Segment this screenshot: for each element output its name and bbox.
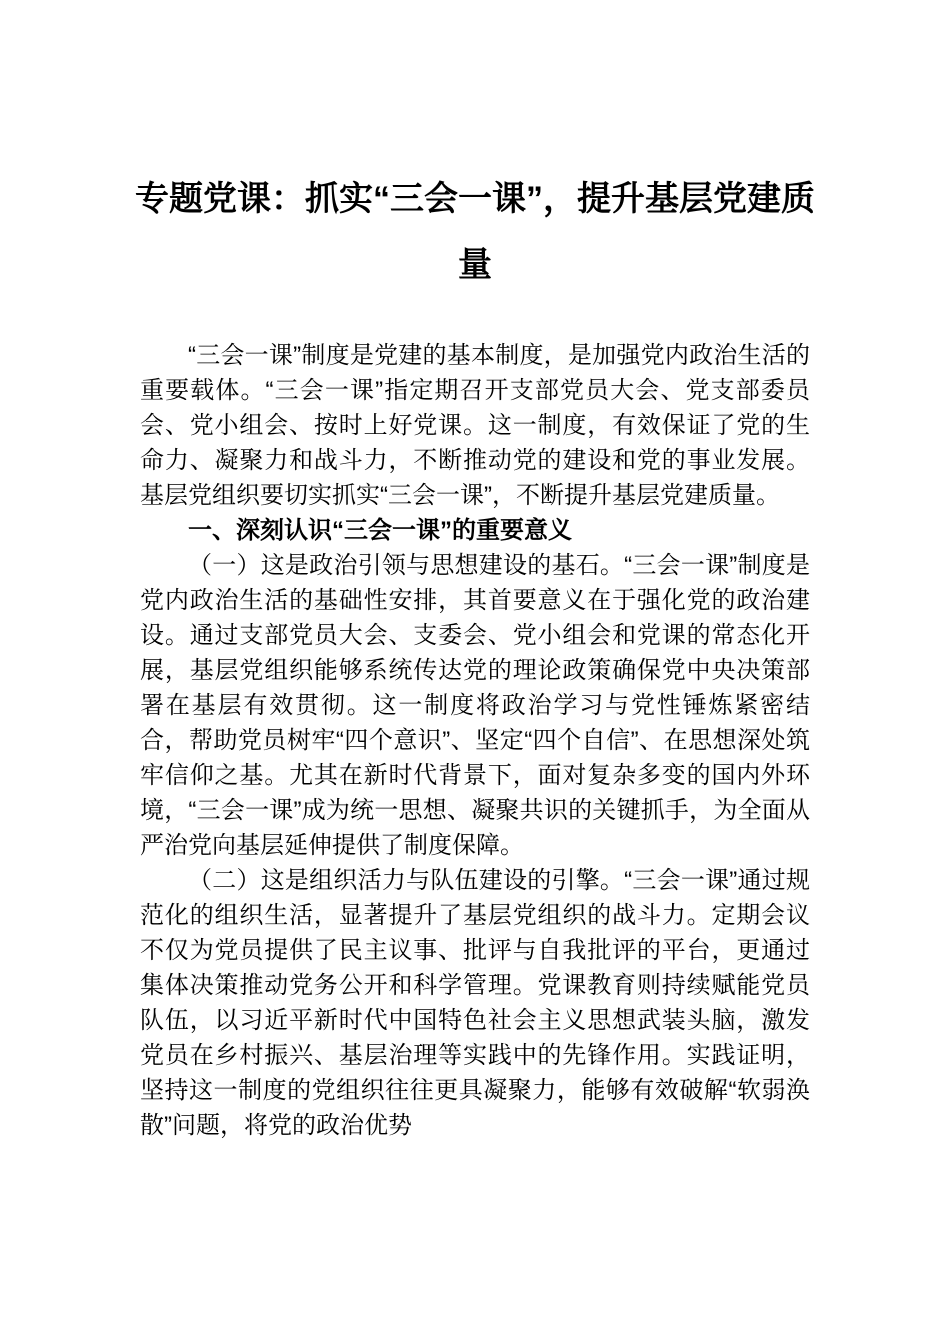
body-paragraph: （二）这是组织活力与队伍建设的引擎。“三会一课”通过规范化的组织生活，显著提升了基层党组织的战斗力。定期会议不仅为党员提供了民主议事、批评与自我批评的平台，更通过集体决策推动党务公开和科学管理。党课教育则持续赋能党员队伍，以习近平新时代中国特色社会主义思想武装头脑，激发党员在乡村振兴、基层治理等实践中的先锋作用。实践证明，坚持这一制度的党组织往往更具凝聚力，能够有效破解“软弱涣散”问题，将党的政治优势: [140, 867, 810, 1139]
body-paragraph: （一）这是政治引领与思想建设的基石。“三会一课”制度是党内政治生活的基础性安排，其首要意义在于强化党的政治建设。通过支部党员大会、支委会、党小组会和党课的常态化开展，基层党组织能够系统传达党的理论政策确保党中央决策部署在基层有效贯彻。这一制度将政治学习与党性锤炼紧密结合，帮助党员树牢“四个意识”、坚定“四个自信”、在思想深处筑牢信仰之基。尤其在新时代背景下，面对复杂多变的国内外环境，“三会一课”成为统一思想、凝聚共识的关键抓手，为全面从严治党向基层延伸提供了制度保障。: [140, 552, 810, 859]
document-title: 专题党课：抓实“三会一课”，提升基层党建质量: [135, 180, 815, 284]
section-heading: 一、深刻认识“三会一课”的重要意义: [188, 517, 572, 544]
body-paragraph: “三会一课”制度是党建的基本制度，是加强党内政治生活的重要载体。“三会一课”指定期召开支部党员大会、党支部委员会、党小组会、按时上好党课。这一制度，有效保证了党的生命力、凝聚力和战斗力，不断推动党的建设和党的事业发展。基层党组织要切实抓实“三会一课”，不断提升基层党建质量。: [140, 342, 810, 509]
document-body: [140, 338, 810, 1143]
